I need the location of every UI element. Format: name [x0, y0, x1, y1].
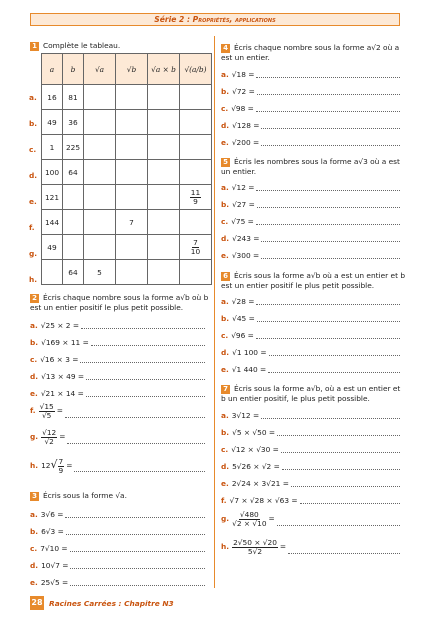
item-letter: e.: [221, 251, 229, 260]
header-sqrt-b: √b: [116, 54, 148, 85]
table-cell[interactable]: [84, 210, 116, 235]
item-letter: d.: [30, 561, 39, 570]
item-letter: c.: [221, 217, 229, 226]
item-letter: c.: [221, 104, 229, 113]
table-cell[interactable]: [148, 85, 180, 110]
radical-icon: √: [50, 458, 58, 471]
item-expression: 5√26 × √2 =: [232, 462, 280, 471]
ex7-title: [221, 384, 400, 404]
answer-line[interactable]: [91, 345, 205, 346]
item-expression: 3√6 =: [40, 510, 64, 519]
answer-line[interactable]: [261, 418, 400, 419]
item-expression: 3√12 =: [231, 411, 260, 420]
table-cell[interactable]: 49: [42, 110, 63, 135]
ex1-title: [30, 41, 120, 51]
item-letter: e.: [221, 479, 229, 488]
table-row-label: h.: [29, 275, 38, 284]
answer-line[interactable]: [70, 585, 205, 586]
item-letter: d.: [30, 372, 39, 381]
ex2-instruction-line2: est un entier positif le plus petit possible.: [30, 303, 184, 312]
table-row: [42, 210, 212, 235]
table-cell[interactable]: [84, 110, 116, 135]
fraction-denominator: 5√2: [247, 546, 263, 556]
table-cell[interactable]: [63, 210, 84, 235]
chapter-footer: Racines Carrées : Chapitre N3: [49, 599, 174, 608]
answer-line[interactable]: [65, 517, 205, 518]
answer-line[interactable]: [66, 534, 205, 535]
ex7-item: [221, 478, 289, 489]
table-cell[interactable]: 100: [42, 160, 63, 185]
item-expression: √21 × 14 =: [40, 389, 84, 398]
item-expression: √1 440 =: [231, 365, 267, 374]
table-cell[interactable]: [180, 85, 212, 110]
item-letter: d.: [221, 462, 230, 471]
table-cell[interactable]: 144: [42, 210, 63, 235]
item-expression: 2√24 × 3√21 =: [231, 479, 289, 488]
answer-line[interactable]: [256, 224, 400, 225]
table-cell[interactable]: [180, 160, 212, 185]
item-equals: =: [268, 514, 275, 523]
item-equals: =: [56, 406, 63, 415]
item-letter: a.: [221, 183, 229, 192]
ex5-instruction-line1: Écris les nombres sous la forme a√3 où a est: [234, 157, 400, 166]
answer-line[interactable]: [300, 503, 400, 504]
ex5-item: [221, 182, 254, 193]
answer-line[interactable]: [281, 452, 400, 453]
ex4-item: [221, 103, 254, 114]
answer-line[interactable]: [261, 128, 400, 129]
answer-line[interactable]: [261, 241, 400, 242]
table-cell[interactable]: [148, 210, 180, 235]
item-letter: f.: [221, 496, 227, 505]
table-row-label: g.: [29, 249, 38, 258]
table-cell[interactable]: [180, 135, 212, 160]
ex3-instruction: Écris sous la forme √a.: [43, 491, 127, 500]
table-row: [42, 235, 212, 260]
answer-line[interactable]: [256, 338, 400, 339]
item-expression: √300 =: [231, 251, 260, 260]
item-letter: c.: [221, 445, 229, 454]
item-expression: √12 =: [231, 183, 255, 192]
item-letter: d.: [221, 234, 230, 243]
item-expression: 6√3 =: [41, 527, 64, 536]
ex2-item: [30, 456, 72, 474]
fraction-numerator: 2√50 × √20: [233, 537, 277, 547]
ex3-number: 3: [30, 492, 39, 501]
fraction-numerator: 11: [190, 187, 201, 197]
ex4-instruction-line2: est un entier.: [221, 53, 270, 62]
table-header-row: [42, 54, 212, 85]
table-cell[interactable]: [116, 110, 148, 135]
ex3-item: [30, 577, 68, 588]
item-letter: d.: [221, 121, 230, 130]
ex7-item: [221, 427, 275, 438]
item-letter: e.: [30, 389, 38, 398]
item-expression: √16 × 3 =: [40, 355, 79, 364]
fraction-denominator: 9: [58, 465, 64, 475]
ex6-instruction-line2: est un entier positif le plus petit possible.: [221, 281, 375, 290]
item-letter: c.: [221, 331, 229, 340]
answer-line[interactable]: [261, 258, 400, 259]
item-expression: √7 × √28 × √63 =: [229, 496, 298, 505]
table-cell[interactable]: 64: [63, 260, 84, 285]
item-letter: b.: [221, 314, 230, 323]
table-cell[interactable]: [84, 160, 116, 185]
fraction-denominator: √2: [44, 436, 54, 446]
item-letter: b.: [30, 527, 39, 536]
answer-line[interactable]: [277, 525, 400, 526]
item-expression: √200 =: [231, 138, 260, 147]
header-sqrt-a-over-b: √(a/b): [180, 54, 212, 85]
ex4-number: 4: [221, 44, 230, 53]
table-cell[interactable]: [42, 260, 63, 285]
item-letter: e.: [221, 138, 229, 147]
ex3-item: [30, 560, 68, 571]
table-cell[interactable]: [116, 260, 148, 285]
ex4-item: [221, 86, 255, 97]
answer-line[interactable]: [268, 372, 400, 373]
item-letter: h.: [221, 542, 230, 551]
table-cell[interactable]: 36: [63, 110, 84, 135]
item-expression: √96 =: [231, 331, 254, 340]
fraction-denominator: 9: [193, 196, 198, 206]
table-row-label: c.: [29, 145, 37, 154]
column-divider: [214, 36, 215, 588]
item-expression: √1 100 =: [232, 348, 267, 357]
ex6-title: [221, 271, 405, 291]
ex1-number: 1: [30, 42, 39, 51]
table-cell[interactable]: [116, 235, 148, 260]
ex7-item: [221, 444, 279, 455]
table-cell[interactable]: [63, 235, 84, 260]
fraction-denominator: √5: [41, 410, 52, 420]
ex5-instruction-line2: un entier.: [221, 167, 257, 176]
fraction-numerator: √480: [239, 509, 259, 519]
table-cell[interactable]: [148, 185, 180, 210]
table-cell[interactable]: [116, 85, 148, 110]
table-row-label: d.: [29, 171, 38, 180]
answer-line[interactable]: [70, 568, 205, 569]
ex3-item: [30, 543, 68, 554]
fraction-numerator: 7: [193, 237, 198, 247]
answer-line[interactable]: [257, 207, 400, 208]
answer-line[interactable]: [277, 435, 400, 436]
table-cell[interactable]: 16: [42, 85, 63, 110]
item-fraction: [232, 539, 278, 556]
ex2-item: [30, 388, 84, 399]
header-sqrt-a: √a: [84, 54, 116, 85]
table-cell[interactable]: [116, 160, 148, 185]
table-cell[interactable]: [180, 110, 212, 135]
answer-line[interactable]: [269, 355, 400, 356]
item-expression: 7√10 =: [40, 544, 68, 553]
ex5-number: 5: [221, 158, 230, 167]
item-letter: c.: [30, 355, 38, 364]
item-letter: b.: [221, 200, 230, 209]
ex7-instruction-line1: Écris sous la forme a√b, où a est un entier et: [234, 384, 401, 393]
table-cell[interactable]: 1: [42, 135, 63, 160]
ex2-instruction-line1: Écris chaque nombre sous la forme a√b où b: [43, 293, 209, 302]
ex1-table: [41, 53, 212, 285]
table-row: [42, 110, 212, 135]
fraction-numerator: 7: [58, 456, 64, 466]
fraction-numerator: √12: [42, 427, 57, 437]
ex6-number: 6: [221, 272, 230, 281]
table-row: [42, 260, 212, 285]
table-cell[interactable]: [63, 185, 84, 210]
item-letter: a.: [30, 510, 38, 519]
item-letter: e.: [30, 578, 38, 587]
ex2-item: [30, 428, 65, 446]
fraction-numerator: √15: [39, 401, 54, 411]
fraction-value: [191, 239, 200, 256]
answer-line[interactable]: [81, 328, 205, 329]
series-banner: [30, 13, 400, 26]
ex5-item: [221, 233, 259, 244]
answer-line[interactable]: [256, 304, 400, 305]
item-letter: a.: [30, 321, 38, 330]
item-expression: √98 =: [231, 104, 254, 113]
item-letter: h.: [30, 461, 39, 470]
table-cell[interactable]: [116, 185, 148, 210]
table-cell[interactable]: 49: [42, 235, 63, 260]
ex2-number: 2: [30, 294, 39, 303]
item-letter: b.: [221, 87, 230, 96]
item-fraction: [58, 458, 65, 475]
answer-line[interactable]: [256, 111, 400, 112]
answer-line[interactable]: [80, 362, 205, 363]
ex4-title: [221, 43, 399, 63]
table-row: [42, 160, 212, 185]
item-equals: =: [279, 542, 287, 551]
ex3-title: [30, 491, 127, 501]
item-expression: √13 × 49 =: [41, 372, 85, 381]
item-expression: √5 × √50 =: [232, 428, 276, 437]
ex6-item: [221, 347, 267, 358]
table-cell[interactable]: [180, 235, 212, 260]
answer-line[interactable]: [256, 77, 400, 78]
item-letter: e.: [221, 365, 229, 374]
item-expression: √72 =: [232, 87, 255, 96]
ex2-title: [30, 293, 208, 313]
table-cell[interactable]: [116, 135, 148, 160]
ex2-item: [30, 320, 79, 331]
item-expression: 25√5 =: [40, 578, 69, 587]
series-subtitle: Propriétés, applications: [192, 15, 276, 24]
ex7-item: [221, 495, 298, 506]
table-cell[interactable]: [84, 235, 116, 260]
item-fraction: [41, 429, 57, 446]
table-row: [42, 135, 212, 160]
header-b: b: [63, 54, 84, 85]
header-sqrt-ab: √a × b: [148, 54, 180, 85]
answer-line[interactable]: [282, 469, 400, 470]
answer-line[interactable]: [257, 94, 400, 95]
table-row-label: e.: [29, 197, 37, 206]
table-cell[interactable]: [148, 110, 180, 135]
answer-line[interactable]: [291, 486, 400, 487]
ex4-item: [221, 120, 259, 131]
ex7-number: 7: [221, 385, 230, 394]
header-a: a: [42, 54, 63, 85]
ex5-item: [221, 199, 255, 210]
ex5-item: [221, 250, 259, 261]
table-cell[interactable]: [148, 160, 180, 185]
ex2-item: [30, 354, 78, 365]
table-row: [42, 85, 212, 110]
series-label: Série 2 :: [154, 15, 191, 24]
ex7-item: [221, 538, 286, 556]
ex2-item: [30, 371, 84, 382]
table-cell[interactable]: [84, 85, 116, 110]
page-number: 28: [30, 596, 44, 610]
table-row: [42, 185, 212, 210]
answer-line[interactable]: [70, 551, 205, 552]
table-cell[interactable]: [148, 260, 180, 285]
item-fraction: [39, 403, 55, 420]
item-expression: √243 =: [232, 234, 260, 243]
item-letter: b.: [221, 428, 230, 437]
table-cell[interactable]: 121: [42, 185, 63, 210]
table-cell[interactable]: 5: [84, 260, 116, 285]
item-expression: √12 × √30 =: [231, 445, 279, 454]
item-letter: a.: [221, 297, 229, 306]
item-expression: √18 =: [231, 70, 255, 79]
item-letter: d.: [221, 348, 230, 357]
item-letter: a.: [221, 70, 229, 79]
item-letter: f.: [30, 406, 36, 415]
answer-line[interactable]: [74, 471, 205, 472]
item-expression: 10√7 =: [41, 561, 69, 570]
answer-line[interactable]: [86, 396, 205, 397]
ex7-instruction-line2: b un entier positif, le plus petit possible.: [221, 394, 370, 403]
item-coefficient: 12: [41, 461, 51, 470]
item-expression: √25 × 2 =: [40, 321, 80, 330]
answer-line[interactable]: [65, 417, 205, 418]
item-expression: √128 =: [232, 121, 260, 130]
item-expression: √45 =: [232, 314, 255, 323]
ex3-item: [30, 509, 63, 520]
item-expression: √169 × 11 =: [41, 338, 89, 347]
ex6-instruction-line1: Écris sous la forme a√b où a est un entier et b: [234, 271, 406, 280]
answer-line[interactable]: [86, 379, 205, 380]
item-expression: √27 =: [232, 200, 255, 209]
ex6-item: [221, 364, 266, 375]
item-expression: √28 =: [231, 297, 255, 306]
table-cell[interactable]: 81: [63, 85, 84, 110]
table-cell[interactable]: 7: [116, 210, 148, 235]
ex6-item: [221, 313, 255, 324]
fraction-value: [190, 189, 201, 206]
table-row-label: a.: [29, 93, 37, 102]
item-letter: c.: [30, 544, 38, 553]
table-cell[interactable]: 225: [63, 135, 84, 160]
table-cell[interactable]: [180, 185, 212, 210]
ex6-item: [221, 330, 254, 341]
ex7-item: [221, 510, 275, 528]
item-equals: =: [66, 461, 73, 470]
table-cell[interactable]: [180, 260, 212, 285]
table-cell[interactable]: 64: [63, 160, 84, 185]
ex4-instruction-line1: Écris chaque nombre sous la forme a√2 où a: [234, 43, 400, 52]
item-fraction: [232, 511, 266, 528]
answer-line[interactable]: [67, 443, 205, 444]
table-cell[interactable]: [148, 135, 180, 160]
table-row-label: f.: [29, 223, 35, 232]
item-equals: =: [59, 432, 66, 441]
ex4-item: [221, 69, 254, 80]
answer-line[interactable]: [256, 190, 400, 191]
ex6-item: [221, 296, 254, 307]
table-cell[interactable]: [148, 235, 180, 260]
item-letter: g.: [221, 514, 230, 523]
table-cell[interactable]: [84, 135, 116, 160]
table-cell[interactable]: [180, 210, 212, 235]
ex7-item: [221, 461, 280, 472]
ex2-item: [30, 337, 89, 348]
fraction-denominator: √2 × √10: [232, 518, 267, 528]
fraction-denominator: 10: [190, 246, 201, 256]
ex7-item: [221, 410, 259, 421]
ex3-item: [30, 526, 64, 537]
ex1-instruction: Complète le tableau.: [43, 41, 121, 50]
table-row-label: b.: [29, 119, 38, 128]
table-cell[interactable]: [84, 185, 116, 210]
ex4-item: [221, 137, 259, 148]
ex5-title: [221, 157, 400, 177]
answer-line[interactable]: [288, 553, 400, 554]
item-letter: g.: [30, 432, 39, 441]
item-letter: b.: [30, 338, 39, 347]
ex5-item: [221, 216, 254, 227]
answer-line[interactable]: [261, 145, 400, 146]
ex2-item: [30, 402, 63, 420]
item-expression: √75 =: [231, 217, 254, 226]
item-letter: a.: [221, 411, 229, 420]
answer-line[interactable]: [257, 321, 400, 322]
